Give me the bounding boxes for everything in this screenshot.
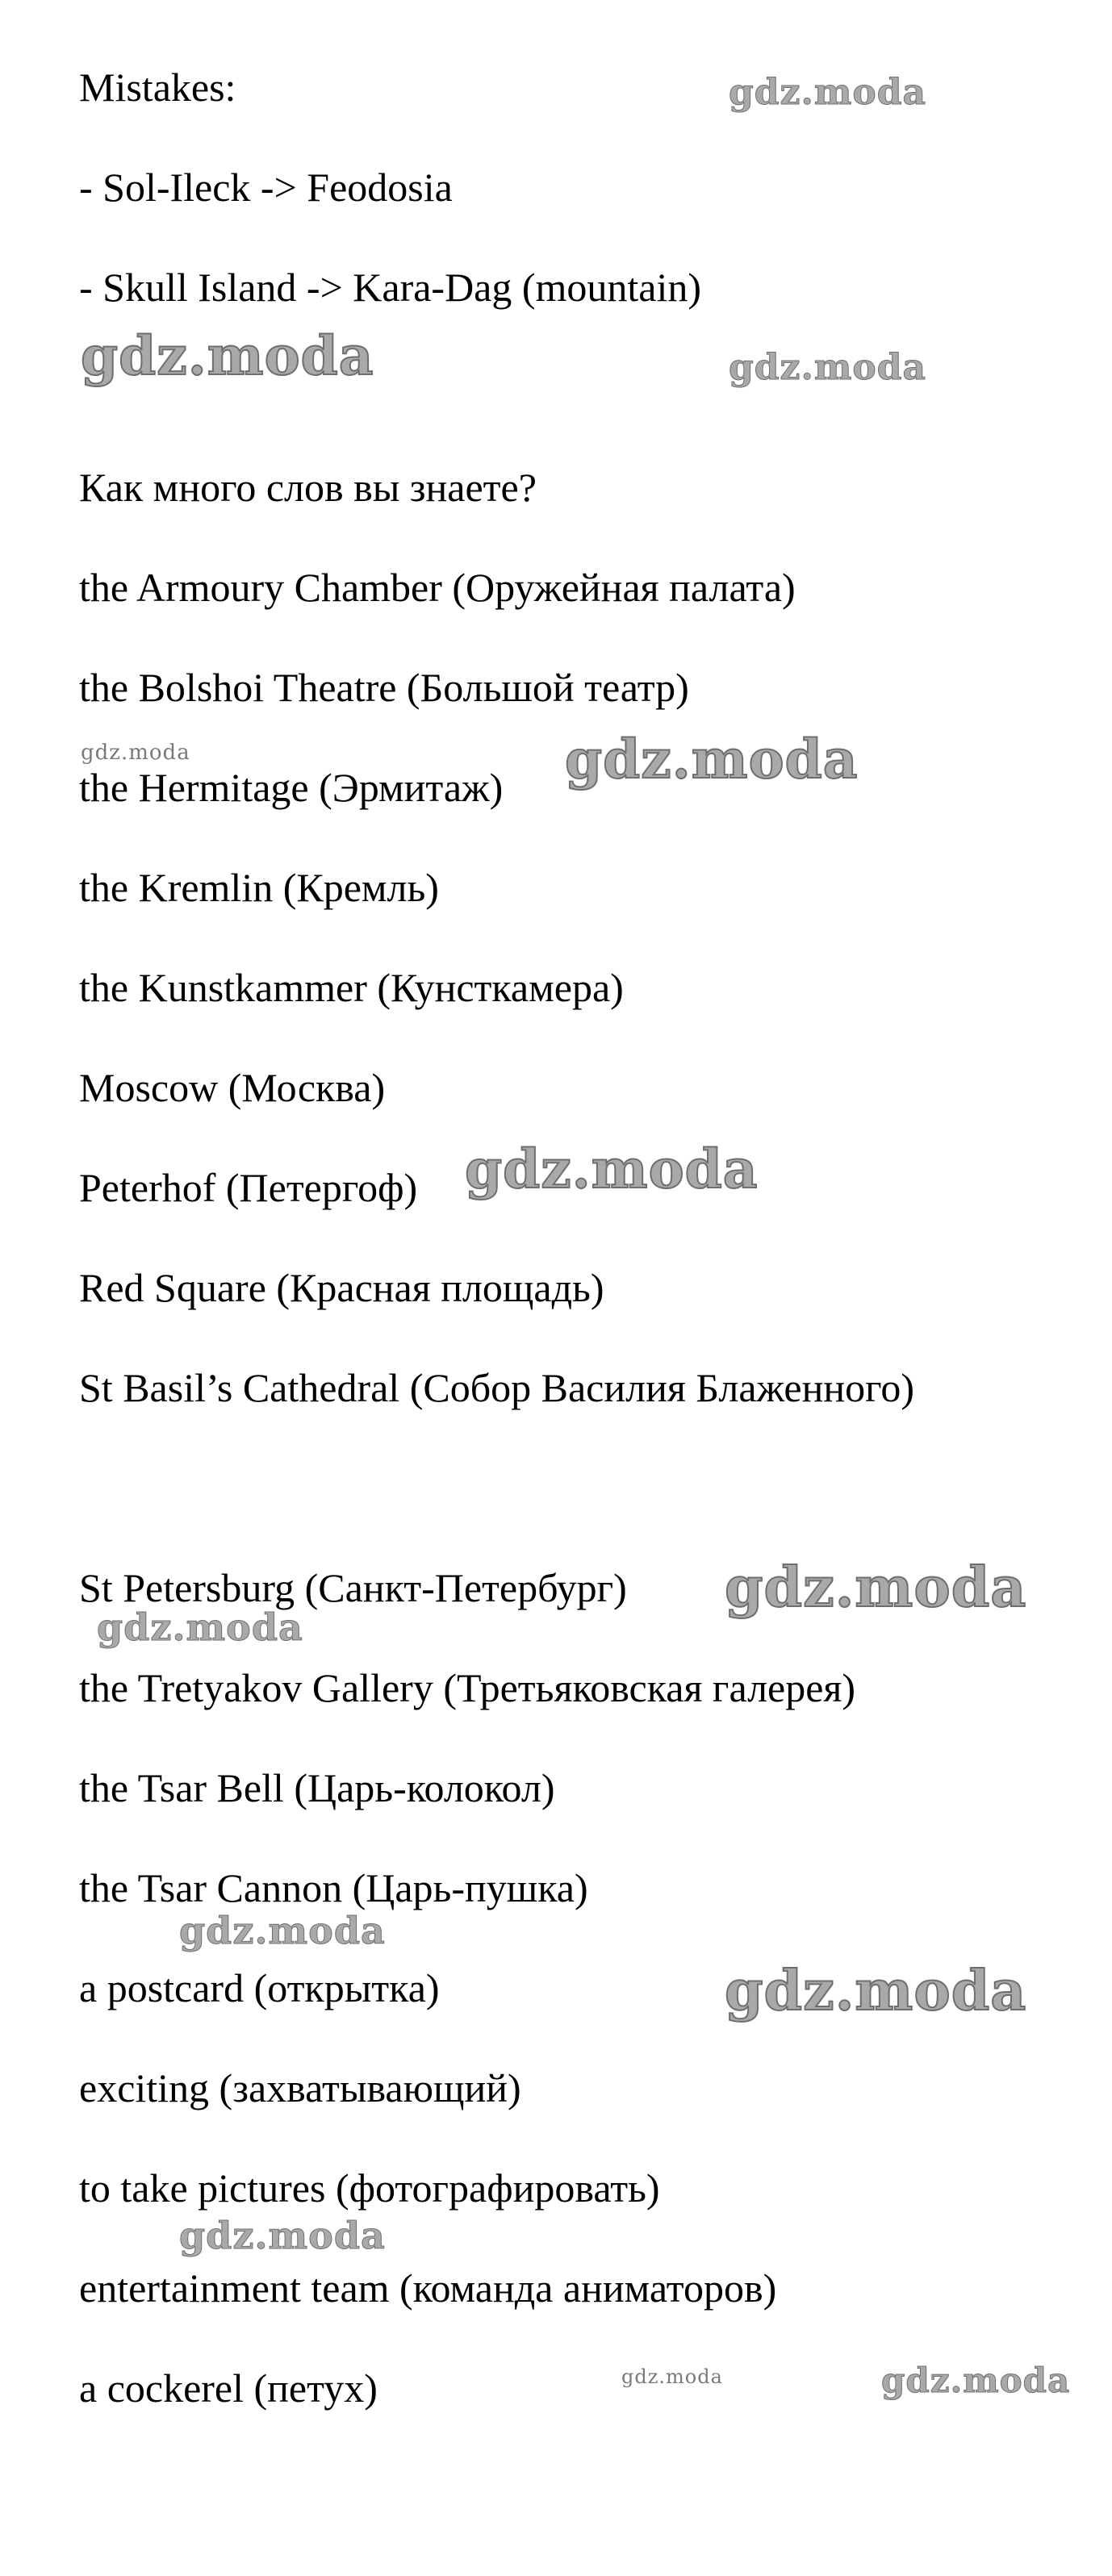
line-vocab-item: Peterhof (Петергоф) <box>79 1165 418 1210</box>
line-vocab-item: the Tretyakov Gallery (Третьяковская галерея) <box>79 1665 856 1710</box>
line-vocab-item: St Petersburg (Санкт-Петербург) <box>79 1565 627 1610</box>
line-vocab-item: the Kunstkammer (Кунсткамера) <box>79 965 624 1010</box>
line-mistake-1: - Sol-Ileck -> Feodosia <box>79 165 453 210</box>
watermark: gdz.moda <box>621 2365 723 2388</box>
watermark: gdz.moda <box>465 1138 759 1200</box>
line-vocab-item: to take pictures (фотографировать) <box>79 2165 660 2211</box>
watermark: gdz.moda <box>725 1555 1027 1620</box>
watermark: gdz.moda <box>565 728 859 791</box>
line-vocab-item: exciting (захватывающий) <box>79 2065 521 2110</box>
line-vocab-item: the Tsar Cannon (Царь-пушка) <box>79 1865 588 1910</box>
watermark: gdz.moda <box>729 347 927 388</box>
watermark: gdz.moda <box>729 72 927 113</box>
watermark: gdz.moda <box>81 324 374 387</box>
line-vocab-item: the Tsar Bell (Царь-колокол) <box>79 1765 555 1810</box>
line-vocab-item: a cockerel (петух) <box>79 2365 378 2411</box>
watermark: gdz.moda <box>81 741 190 765</box>
watermark: gdz.moda <box>179 2214 386 2257</box>
watermark: gdz.moda <box>881 2361 1071 2400</box>
line-vocab-item: the Kremlin (Кремль) <box>79 865 439 910</box>
watermark: gdz.moda <box>725 1959 1027 2023</box>
line-vocab-item: St Basil’s Cathedral (Собор Василия Блаженного) <box>79 1365 915 1410</box>
line-vocab-item: entertainment team (команда аниматоров) <box>79 2265 777 2311</box>
line-mistake-2: - Skull Island -> Kara-Dag (mountain) <box>79 265 702 310</box>
watermark: gdz.moda <box>179 1909 386 1952</box>
line-vocab-item: the Bolshoi Theatre (Большой театр) <box>79 665 689 710</box>
line-vocab-item: the Hermitage (Эрмитаж) <box>79 765 504 810</box>
line-vocab-item: the Armoury Chamber (Оружейная палата) <box>79 565 796 610</box>
watermark: gdz.moda <box>97 1605 303 1649</box>
line-mistakes-heading: Mistakes: <box>79 65 236 110</box>
line-vocab-item: a postcard (открытка) <box>79 1965 440 2010</box>
line-vocab-item: Moscow (Москва) <box>79 1065 386 1110</box>
line-vocab-item: Red Square (Красная площадь) <box>79 1265 604 1310</box>
line-question: Как много слов вы знаете? <box>79 465 537 510</box>
